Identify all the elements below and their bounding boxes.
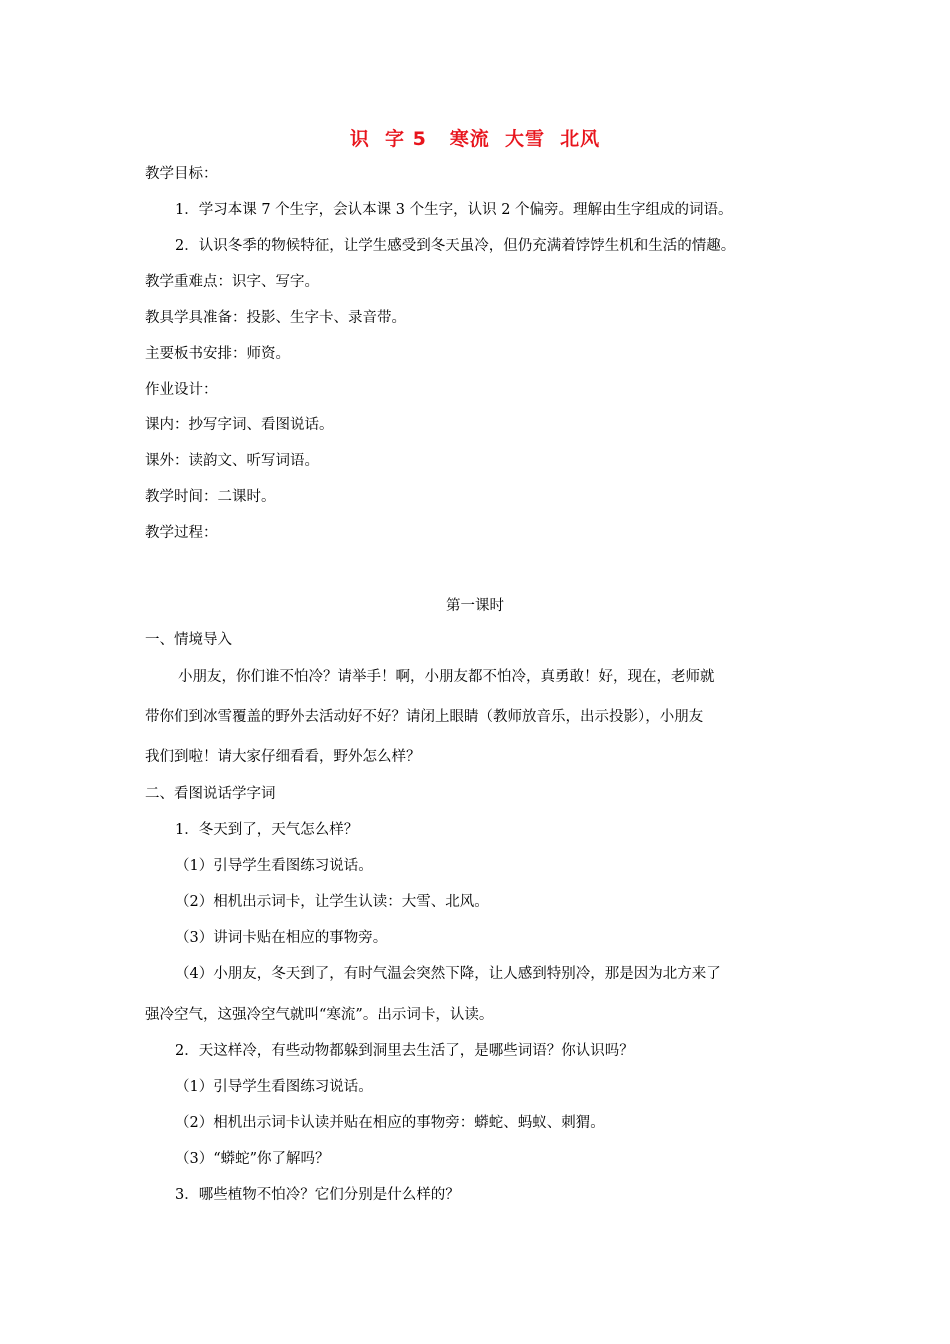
step-1-1: （1）引导学生看图练习说话。: [175, 858, 373, 874]
step-2-1: （1）引导学生看图练习说话。: [175, 1079, 373, 1095]
board-arrangement: 主要板书安排：师资。: [145, 346, 290, 362]
homework-in-class: 课内：抄写字词、看图说话。: [145, 417, 334, 433]
paragraph-line: 小朋友，你们谁不怕冷？请举手！啊，小朋友都不怕冷，真勇敢！好，现在，老师就: [178, 669, 715, 685]
section-first-lesson: 第一课时: [446, 598, 504, 614]
homework-heading: 作业设计：: [145, 382, 218, 398]
step-1-4-continued: 强冷空气，这强冷空气就叫“寒流”。出示词卡，认读。: [145, 1007, 494, 1023]
step-2-2: （2）相机出示词卡认读并贴在相应的事物旁：蟒蛇、蚂蚁、刺猬。: [175, 1115, 605, 1131]
step-1-2: （2）相机出示词卡，让学生认读：大雪、北风。: [175, 894, 489, 910]
question-3: 3．哪些植物不怕冷？它们分别是什么样的？: [175, 1187, 460, 1203]
part-1-heading: 一、情境导入: [145, 632, 232, 648]
teaching-aids: 教具学具准备：投影、生字卡、录音带。: [145, 310, 406, 326]
step-1-3: （3）讲词卡贴在相应的事物旁。: [175, 930, 388, 946]
process-heading: 教学过程：: [145, 525, 218, 541]
objective-1: 1．学习本课 7 个生字，会认本课 3 个生字，认识 2 个偏旁。理解由生字组成的词语。: [175, 202, 733, 218]
question-1: 1．冬天到了，天气怎么样？: [175, 822, 359, 838]
homework-after-class: 课外：读韵文、听写词语。: [145, 453, 319, 469]
teaching-time: 教学时间：二课时。: [145, 489, 276, 505]
paragraph-line: 我们到啦！请大家仔细看看，野外怎么样？: [145, 749, 421, 765]
paragraph-line: 带你们到冰雪覆盖的野外去活动好不好？请闭上眼睛（教师放音乐，出示投影），小朋友: [145, 709, 704, 725]
part-2-heading: 二、看图说话学字词: [145, 786, 276, 802]
step-1-4: （4）小朋友，冬天到了，有时气温会突然下降，让人感到特别冷，那是因为北方来了: [175, 966, 721, 982]
step-2-3: （3）“蟒蛇”你了解吗？: [175, 1151, 330, 1167]
objective-2: 2．认识冬季的物候特征，让学生感受到冬天虽冷，但仍充满着饽饽生机和生活的情趣。: [175, 238, 736, 254]
objectives-heading: 教学目标：: [145, 166, 218, 182]
question-2: 2．天这样冷，有些动物都躲到洞里去生活了，是哪些词语？你认识吗？: [175, 1043, 634, 1059]
key-difficulties: 教学重难点：识字、写字。: [145, 274, 319, 290]
document-title: 识 字 5 寒流 大雪 北风: [349, 128, 601, 150]
